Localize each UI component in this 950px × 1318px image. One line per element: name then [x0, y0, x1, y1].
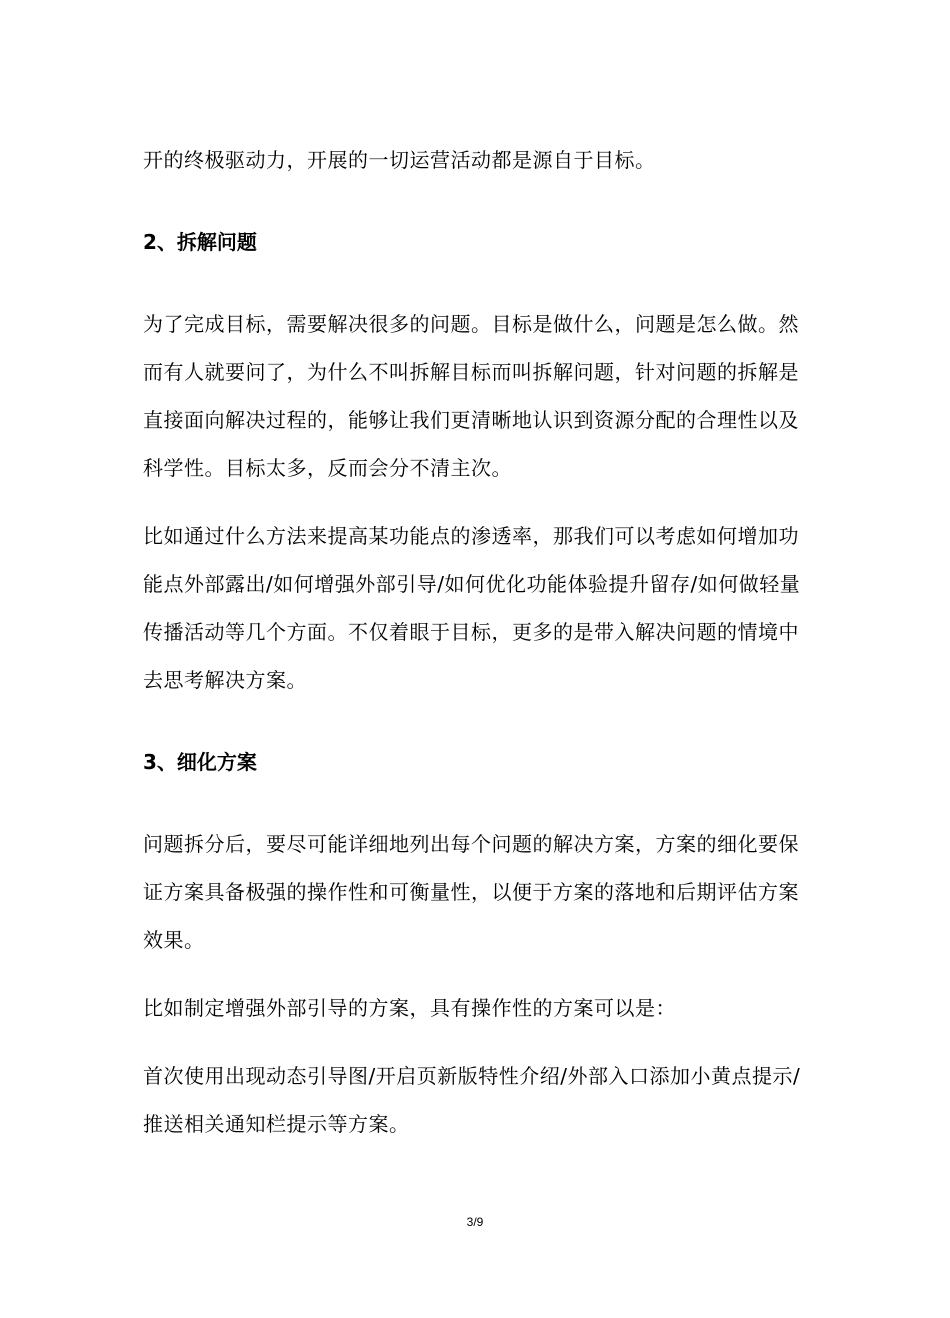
- paragraph-refine-plan: 问题拆分后，要尽可能详细地列出每个问题的解决方案，方案的细化要保证方案具备极强的操作性和可衡量性，以便于方案的落地和后期评估方案效果。: [143, 832, 799, 952]
- page-body: [143, 136, 811, 1148]
- paragraph-intro-continuation: 开的终极驱动力，开展的一切运营活动都是源自于目标。: [143, 148, 656, 172]
- paragraph-plan-list: 首次使用出现动态引导图/开启页新版特性介绍/外部入口添加小黄点提示/推送相关通知栏提示等方案。: [143, 1064, 801, 1136]
- paragraph-refine-example: 比如制定增强外部引导的方案，具有操作性的方案可以是：: [143, 996, 676, 1020]
- section-heading-3: 3、细化方案: [143, 750, 257, 774]
- paragraph-breakdown-example: 比如通过什么方法来提高某功能点的渗透率，那我们可以考虑如何增加功能点外部露出/如何增强外部引导/如何优化功能体验提升留存/如何做轻量传播活动等几个方面。不仅着眼于目标，更多的是带入解决问题的情境中去思考解决方案。: [143, 524, 801, 692]
- page-number: 3/9: [466, 1215, 484, 1229]
- paragraph-breakdown-problems: 为了完成目标，需要解决很多的问题。目标是做什么，问题是怎么做。然而有人就要问了，为什么不叫拆解目标而叫拆解问题，针对问题的拆解是直接面向解决过程的，能够让我们更清晰地认识到资源分配的合理性以及科学性。目标太多，反而会分不清主次。: [143, 312, 799, 480]
- section-heading-2: 2、拆解问题: [143, 230, 257, 254]
